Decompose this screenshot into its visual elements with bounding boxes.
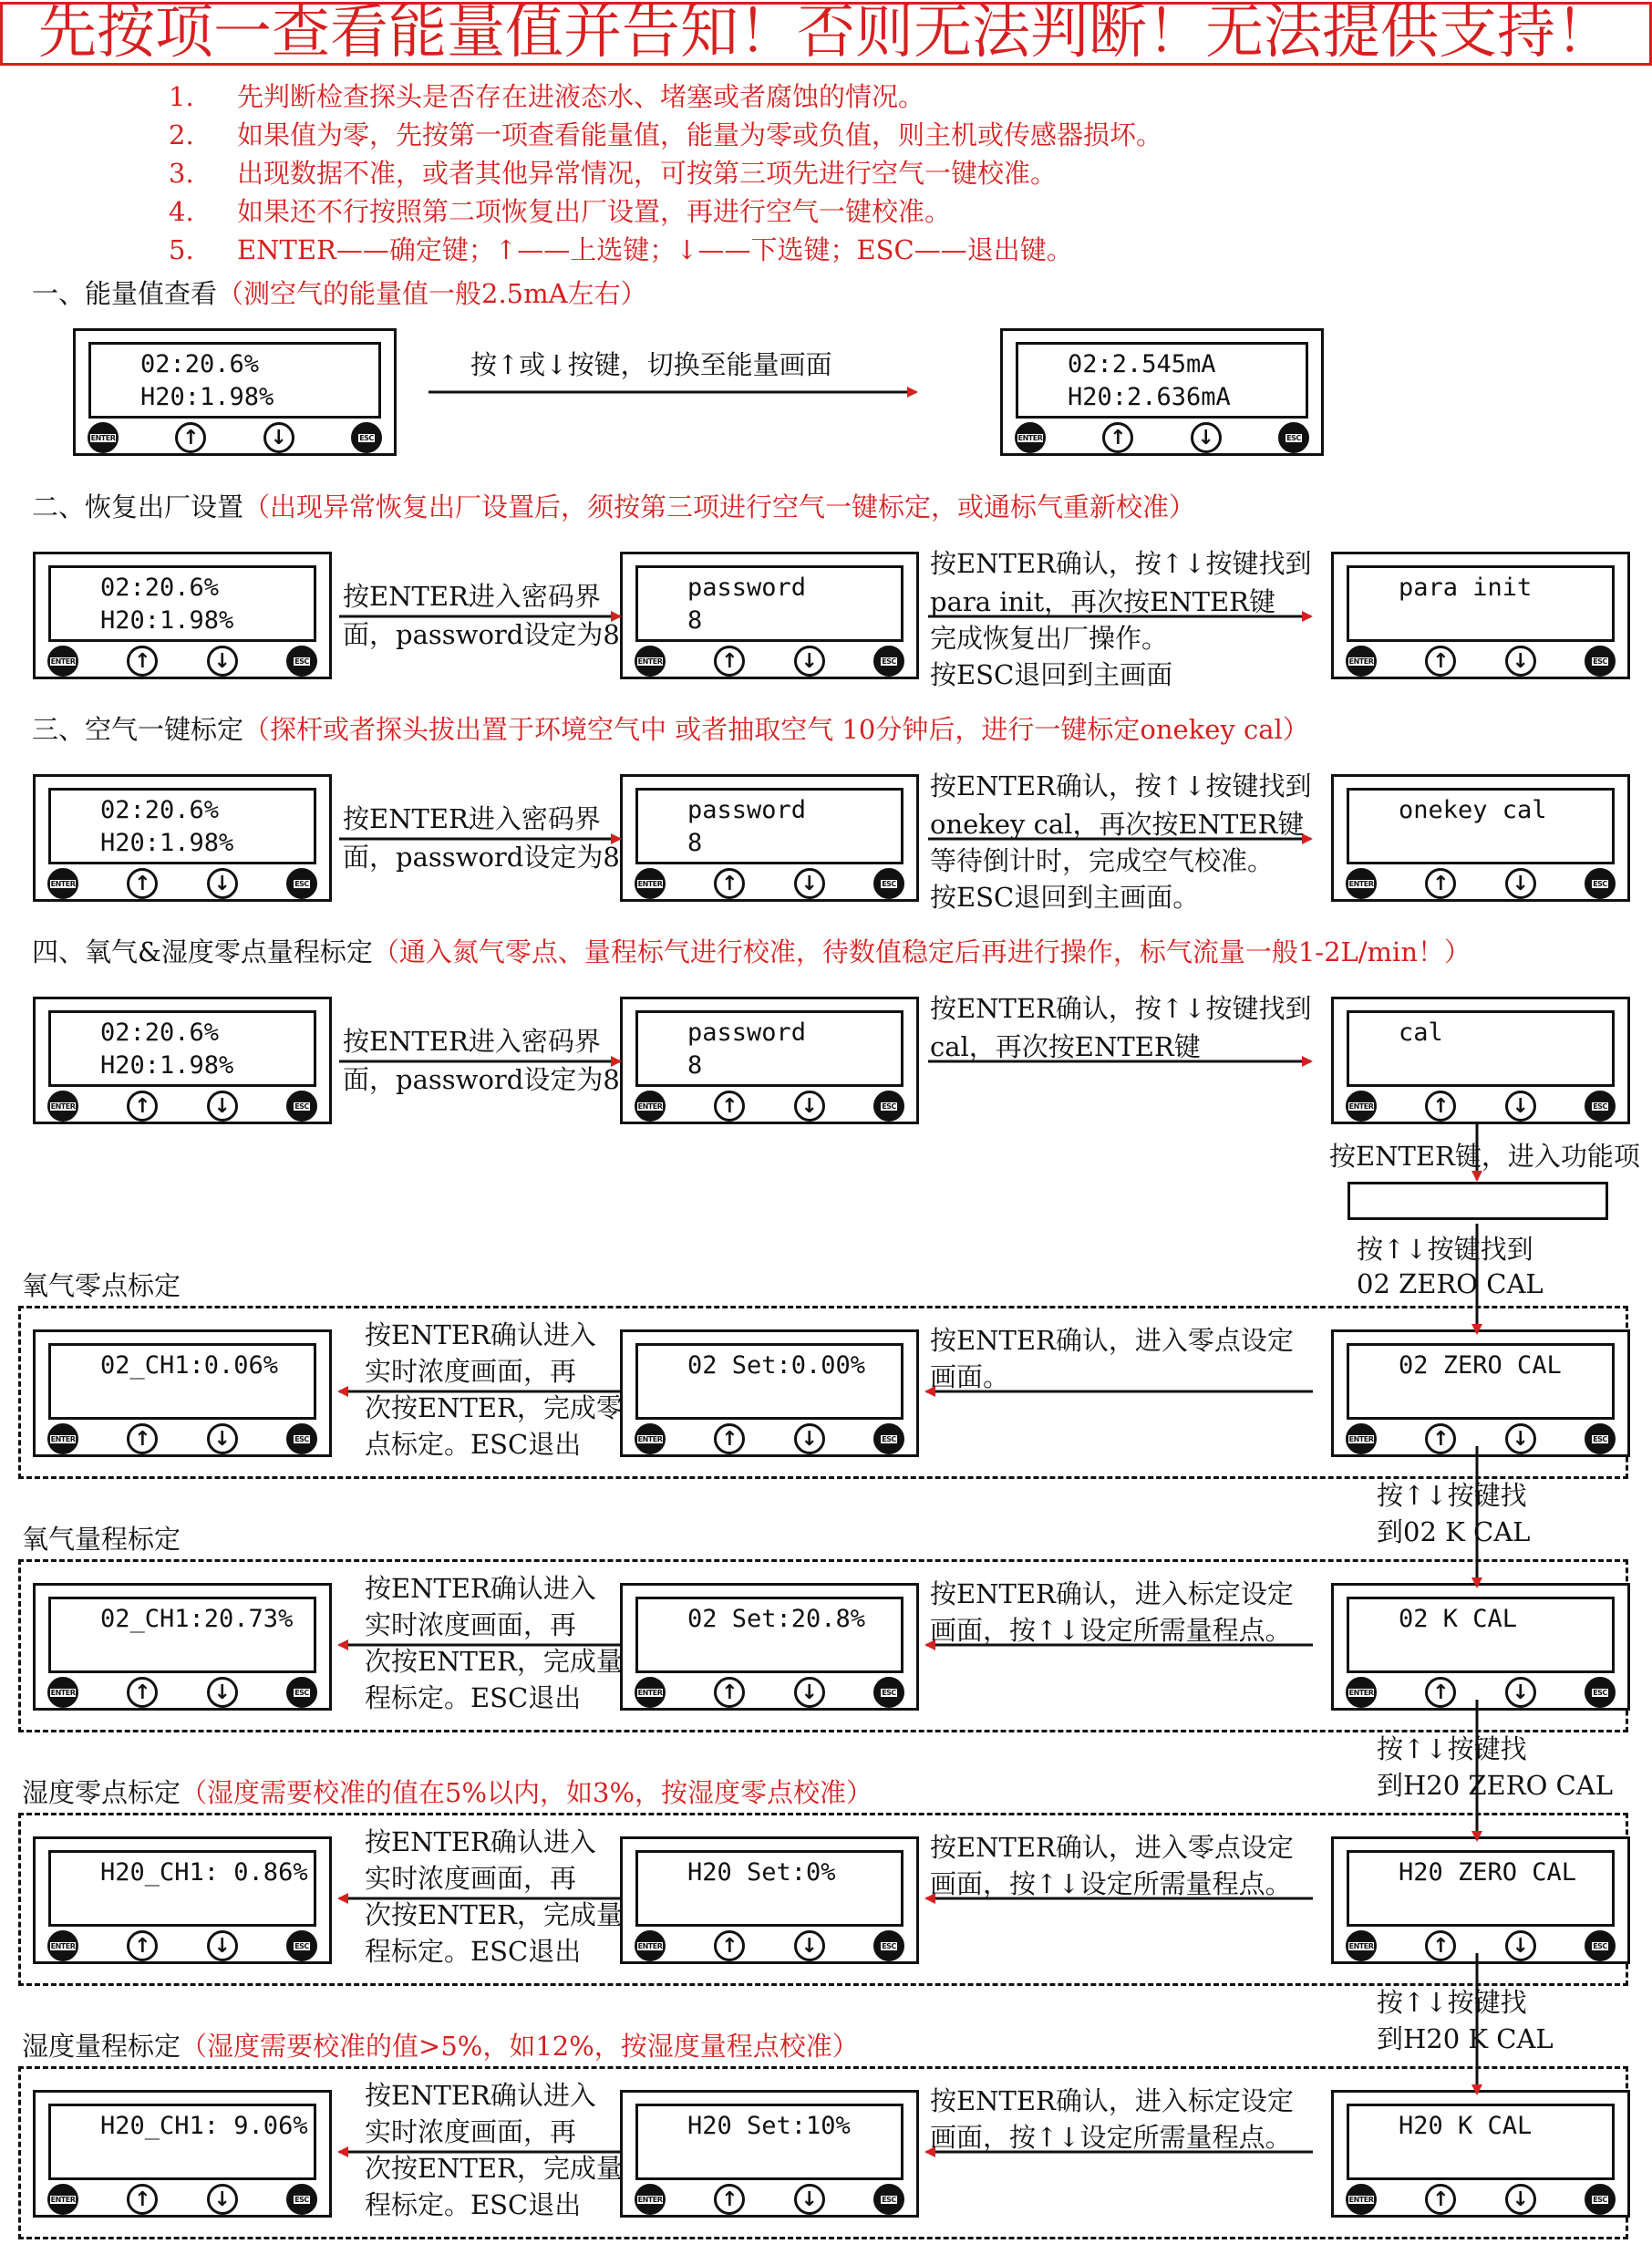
- lcd-line: cal: [1399, 1019, 1443, 1047]
- esc-button-label: ESC: [882, 2195, 896, 2204]
- label-h2ozero-conc-1: 按ENTER确认进入: [365, 1826, 596, 1857]
- label-s2-pwd-1: 按ENTER进入密码界: [343, 581, 601, 612]
- label-o2zero-enter-2: 画面。: [930, 1361, 1010, 1392]
- label-o2k-conc-3: 次按ENTER，完成量: [365, 1646, 623, 1677]
- up-arrow-button-label: ↑: [1432, 1427, 1450, 1451]
- up-arrow-button-label: ↑: [134, 1094, 151, 1118]
- lcd-line: 02:20.6%: [100, 574, 220, 602]
- lcd-line: H20 K CAL: [1399, 2112, 1533, 2140]
- enter-button-label: ENTER: [50, 657, 76, 666]
- up-arrow-button-label: ↑: [721, 872, 738, 895]
- down-arrow-button-label: ↓: [1512, 1427, 1529, 1451]
- up-arrow-button-label: ↑: [721, 1680, 738, 1704]
- label-h2ok-enter-2: 画面，按↑↓设定所需量程点。: [930, 2122, 1292, 2153]
- lcd-line: password: [687, 796, 807, 824]
- label-find-o2zero-2: 02 ZERO CAL: [1357, 1268, 1544, 1299]
- lcd-line: 02 K CAL: [1399, 1605, 1518, 1633]
- down-arrow-button-label: ↓: [800, 1427, 818, 1451]
- enter-button-label: ENTER: [1348, 657, 1374, 666]
- label-o2zero-conc-3: 次按ENTER，完成零: [365, 1392, 623, 1423]
- group-h2o-zero-title: 湿度零点标定（湿度需要校准的值在5%以内，如3%，按湿度零点校准）: [22, 1777, 873, 1808]
- label-h2ozero-enter-1: 按ENTER确认，进入零点设定: [930, 1832, 1294, 1863]
- label-o2k-enter-1: 按ENTER确认，进入标定设定: [930, 1578, 1294, 1609]
- function-item-box: [1347, 1182, 1608, 1220]
- enter-button-label: ENTER: [1348, 1101, 1374, 1111]
- label-s2-pwd-2: 面，password设定为8: [343, 619, 620, 650]
- lcd-line: H20 Set:0%: [687, 1858, 836, 1887]
- esc-button-label: ESC: [1286, 433, 1301, 442]
- label-o2k-enter-2: 画面，按↑↓设定所需量程点。: [930, 1615, 1292, 1646]
- note-5: 5. ENTER——确定键；↑——上选键；↓——下选键；ESC——退出键。: [169, 234, 1073, 265]
- lcd-line: password: [687, 1019, 807, 1047]
- down-arrow-button-label: ↓: [213, 1427, 231, 1451]
- down-arrow-button-label: ↓: [1512, 1680, 1529, 1704]
- lcd-line: H20:1.98%: [100, 829, 234, 857]
- lcd-line: H20:1.98%: [100, 1051, 234, 1080]
- up-arrow-button-label: ↑: [182, 426, 200, 450]
- up-arrow-button-label: ↑: [1432, 1934, 1450, 1958]
- label-s2-find: 按ENTER确认，按↑↓按键找到: [930, 548, 1312, 579]
- esc-button-label: ESC: [1593, 1688, 1607, 1697]
- enter-button-label: ENTER: [637, 657, 663, 666]
- lcd-line: 8: [687, 606, 703, 635]
- label-h2ok-conc-2: 实时浓度画面，再: [365, 2116, 577, 2147]
- group-o2-k-title: 氧气量程标定: [22, 1524, 181, 1555]
- lcd-line: 02 Set:20.8%: [687, 1605, 866, 1633]
- label-h2ozero-conc-4: 程标定。ESC退出: [365, 1936, 582, 1967]
- up-arrow-button-label: ↑: [134, 872, 151, 895]
- up-arrow-button-label: ↑: [721, 1427, 738, 1451]
- note-1: 1. 先判断检查探头是否存在进液态水、堵塞或者腐蚀的情况。: [169, 81, 925, 112]
- label-o2zero-conc-1: 按ENTER确认进入: [365, 1319, 596, 1350]
- down-arrow-button-label: ↓: [800, 1680, 818, 1704]
- label-h2ok-conc-4: 程标定。ESC退出: [365, 2189, 582, 2220]
- lcd-line: H20_CH1: 0.86%: [100, 1858, 308, 1887]
- esc-button-label: ESC: [882, 1688, 896, 1697]
- label-s3-find: 按ENTER确认，按↑↓按键找到: [930, 770, 1312, 801]
- enter-button-label: ENTER: [637, 1101, 663, 1111]
- enter-button-label: ENTER: [637, 879, 663, 888]
- label-h2ozero-conc-2: 实时浓度画面，再: [365, 1863, 577, 1894]
- enter-button-label: ENTER: [1348, 2195, 1374, 2204]
- lcd-line: 02:20.6%: [100, 1019, 220, 1047]
- enter-button-label: ENTER: [1017, 433, 1043, 442]
- down-arrow-button-label: ↓: [800, 2187, 818, 2211]
- label-s3-pwd-2: 面，password设定为8: [343, 842, 620, 873]
- page-title: 先按项一查看能量值并告知！否则无法判断！无法提供支持！: [0, 2, 1652, 66]
- down-arrow-button-label: ↓: [213, 1934, 231, 1958]
- note-2: 2. 如果值为零，先按第一项查看能量值，能量为零或负值，则主机或传感器损坏。: [169, 119, 1163, 150]
- esc-button-label: ESC: [1593, 1434, 1607, 1443]
- up-arrow-button-label: ↑: [134, 1934, 151, 1958]
- down-arrow-button-label: ↓: [1512, 1934, 1529, 1958]
- label-o2k-conc-4: 程标定。ESC退出: [365, 1682, 582, 1713]
- enter-button-label: ENTER: [637, 1941, 663, 1950]
- enter-button-label: ENTER: [50, 1688, 76, 1697]
- esc-button-label: ESC: [359, 433, 374, 442]
- label-enter-func: 按ENTER键，进入功能项: [1329, 1141, 1640, 1172]
- lcd-line: para init: [1399, 574, 1533, 602]
- enter-button-label: ENTER: [1348, 1941, 1374, 1950]
- up-arrow-button-label: ↑: [134, 1427, 151, 1451]
- label-h2ozero-enter-2: 画面，按↑↓设定所需量程点。: [930, 1868, 1292, 1899]
- label-s3-pwd-1: 按ENTER进入密码界: [343, 803, 601, 834]
- lcd-line: password: [687, 574, 807, 602]
- lcd-line: H20:1.98%: [100, 606, 234, 635]
- label-o2k-conc-1: 按ENTER确认进入: [365, 1573, 596, 1604]
- down-arrow-button-label: ↓: [213, 2187, 231, 2211]
- enter-button-label: ENTER: [637, 1688, 663, 1697]
- group-o2-zero-title: 氧气零点标定: [22, 1270, 181, 1301]
- label-find-o2k-2: 到02 K CAL: [1377, 1516, 1531, 1547]
- group-h2o-k-title: 湿度量程标定（湿度需要校准的值>5%，如12%，按湿度量程点校准）: [22, 2031, 859, 2062]
- up-arrow-button-label: ↑: [721, 2187, 738, 2211]
- label-h2ok-conc-1: 按ENTER确认进入: [365, 2080, 596, 2111]
- esc-button-label: ESC: [882, 879, 896, 888]
- enter-button-label: ENTER: [50, 2195, 76, 2204]
- label-s3-onekey: onekey cal，再次按ENTER键: [930, 809, 1305, 840]
- section-4-heading: 四、氧气&湿度零点量程标定（通入氮气零点、量程标气进行校准，待数值稳定后再进行操作，标气流量一般1-2L/min！）: [32, 936, 1471, 967]
- label-o2k-conc-2: 实时浓度画面，再: [365, 1609, 577, 1640]
- label-s3-esc: 按ESC退回到主画面。: [930, 882, 1200, 913]
- section-1-heading: 一、能量值查看（测空气的能量值一般2.5mA左右）: [32, 278, 647, 309]
- down-arrow-button-label: ↓: [213, 872, 231, 895]
- lcd-line: 02 ZERO CAL: [1399, 1351, 1562, 1380]
- esc-button-label: ESC: [294, 1434, 309, 1443]
- lcd-line: 02:20.6%: [140, 350, 260, 378]
- label-find-o2zero-1: 按↑↓按键找到: [1357, 1234, 1533, 1265]
- up-arrow-button-label: ↑: [134, 2187, 151, 2211]
- up-arrow-button-label: ↑: [1432, 1680, 1450, 1704]
- up-arrow-button-label: ↑: [721, 1934, 738, 1958]
- enter-button-label: ENTER: [1348, 1688, 1374, 1697]
- esc-button-label: ESC: [882, 1941, 896, 1950]
- down-arrow-button-label: ↓: [1512, 1094, 1529, 1118]
- section-3-heading: 三、空气一键标定（探杆或者探头拔出置于环境空气中 或者抽取空气 10分钟后，进行一键标定onekey cal）: [32, 714, 1309, 745]
- label-s4-pwd-1: 按ENTER进入密码界: [343, 1026, 601, 1057]
- label-s2-para: para init，再次按ENTER键: [930, 586, 1275, 617]
- enter-button-label: ENTER: [90, 433, 116, 442]
- down-arrow-button-label: ↓: [1197, 426, 1214, 450]
- label-find-h2ozero-1: 按↑↓按键找: [1377, 1733, 1527, 1764]
- label-o2zero-conc-2: 实时浓度画面，再: [365, 1356, 577, 1387]
- esc-button-label: ESC: [882, 1101, 896, 1111]
- esc-button-label: ESC: [294, 2195, 309, 2204]
- up-arrow-button-label: ↑: [134, 1680, 151, 1704]
- up-arrow-button-label: ↑: [1432, 2187, 1450, 2211]
- lcd-line: 8: [687, 1051, 703, 1080]
- lcd-line: 8: [687, 829, 703, 857]
- lcd-line: 02:2.545mA: [1068, 350, 1216, 378]
- esc-button-label: ESC: [294, 1101, 309, 1111]
- label-s4-cal: cal，再次按ENTER键: [930, 1031, 1201, 1062]
- down-arrow-button-label: ↓: [213, 1094, 231, 1118]
- up-arrow-button-label: ↑: [721, 1094, 738, 1118]
- up-arrow-button-label: ↑: [1110, 426, 1127, 450]
- esc-button-label: ESC: [1593, 657, 1607, 666]
- up-arrow-button-label: ↑: [1432, 1094, 1450, 1118]
- esc-button-label: ESC: [294, 1688, 309, 1697]
- down-arrow-button-label: ↓: [800, 872, 818, 895]
- label-find-h2ozero-2: 到H20 ZERO CAL: [1377, 1770, 1613, 1801]
- down-arrow-button-label: ↓: [213, 649, 231, 673]
- enter-button-label: ENTER: [50, 879, 76, 888]
- enter-button-label: ENTER: [50, 1434, 76, 1443]
- esc-button-label: ESC: [1593, 2195, 1607, 2204]
- enter-button-label: ENTER: [1348, 879, 1374, 888]
- section-2-heading: 二、恢复出厂设置（出现异常恢复出厂设置后，须按第三项进行空气一键标定，或通标气重新校准）: [32, 491, 1196, 522]
- lcd-line: H20:1.98%: [140, 383, 274, 411]
- label-s2-done: 完成恢复出厂操作。: [930, 623, 1169, 654]
- down-arrow-button-label: ↓: [800, 1094, 818, 1118]
- lcd-line: H20_CH1: 9.06%: [100, 2112, 308, 2140]
- enter-button-label: ENTER: [50, 1101, 76, 1111]
- lcd-line: 02_CH1:0.06%: [100, 1351, 279, 1380]
- label-o2zero-conc-4: 点标定。ESC退出: [365, 1429, 582, 1460]
- up-arrow-button-label: ↑: [134, 649, 151, 673]
- note-4: 4. 如果还不行按照第二项恢复出厂设置，再进行空气一键校准。: [169, 196, 952, 227]
- lcd-line: H20 ZERO CAL: [1399, 1858, 1577, 1887]
- esc-button-label: ESC: [294, 879, 309, 888]
- label-find-h2ok-1: 按↑↓按键找: [1377, 1987, 1527, 2018]
- enter-button-label: ENTER: [637, 2195, 663, 2204]
- label-h2ok-enter-1: 按ENTER确认，进入标定设定: [930, 2085, 1294, 2116]
- down-arrow-button-label: ↓: [800, 1934, 818, 1958]
- esc-button-label: ESC: [1593, 1101, 1607, 1111]
- up-arrow-button-label: ↑: [1432, 649, 1450, 673]
- label-find-o2k-1: 按↑↓按键找: [1377, 1480, 1527, 1511]
- down-arrow-button-label: ↓: [213, 1680, 231, 1704]
- label-s4-find: 按ENTER确认，按↑↓按键找到: [930, 993, 1312, 1024]
- lcd-line: 02 Set:0.00%: [687, 1351, 866, 1380]
- esc-button-label: ESC: [1593, 879, 1607, 888]
- up-arrow-button-label: ↑: [721, 649, 738, 673]
- lcd-line: 02:20.6%: [100, 796, 220, 824]
- down-arrow-button-label: ↓: [270, 426, 287, 450]
- enter-button-label: ENTER: [637, 1434, 663, 1443]
- down-arrow-button-label: ↓: [800, 649, 818, 673]
- lcd-line: 02_CH1:20.73%: [100, 1605, 294, 1633]
- label-h2ozero-conc-3: 次按ENTER，完成量: [365, 1899, 623, 1930]
- label-o2zero-enter-1: 按ENTER确认，进入零点设定: [930, 1325, 1294, 1356]
- label-s4-pwd-2: 面，password设定为8: [343, 1064, 620, 1095]
- up-arrow-button-label: ↑: [1432, 872, 1450, 895]
- label-s2-esc: 按ESC退回到主画面: [930, 659, 1173, 690]
- lcd-line: H20 Set:10%: [687, 2112, 851, 2140]
- label-s3-wait: 等待倒计时，完成空气校准。: [930, 845, 1275, 876]
- enter-button-label: ENTER: [1348, 1434, 1374, 1443]
- esc-button-label: ESC: [294, 657, 309, 666]
- lcd-line: H20:2.636mA: [1068, 383, 1231, 411]
- lcd-line: onekey cal: [1399, 796, 1547, 824]
- down-arrow-button-label: ↓: [1512, 2187, 1529, 2211]
- down-arrow-button-label: ↓: [1512, 649, 1529, 673]
- esc-button-label: ESC: [882, 1434, 896, 1443]
- down-arrow-button-label: ↓: [1512, 872, 1529, 895]
- label-switch-energy: 按↑或↓按键，切换至能量画面: [470, 349, 832, 380]
- esc-button-label: ESC: [294, 1941, 309, 1950]
- note-3: 3. 出现数据不准，或者其他异常情况，可按第三项先进行空气一键校准。: [169, 158, 1058, 189]
- label-find-h2ok-2: 到H20 K CAL: [1377, 2023, 1554, 2054]
- esc-button-label: ESC: [1593, 1941, 1607, 1950]
- label-h2ok-conc-3: 次按ENTER，完成量: [365, 2153, 623, 2184]
- enter-button-label: ENTER: [50, 1941, 76, 1950]
- esc-button-label: ESC: [882, 657, 896, 666]
